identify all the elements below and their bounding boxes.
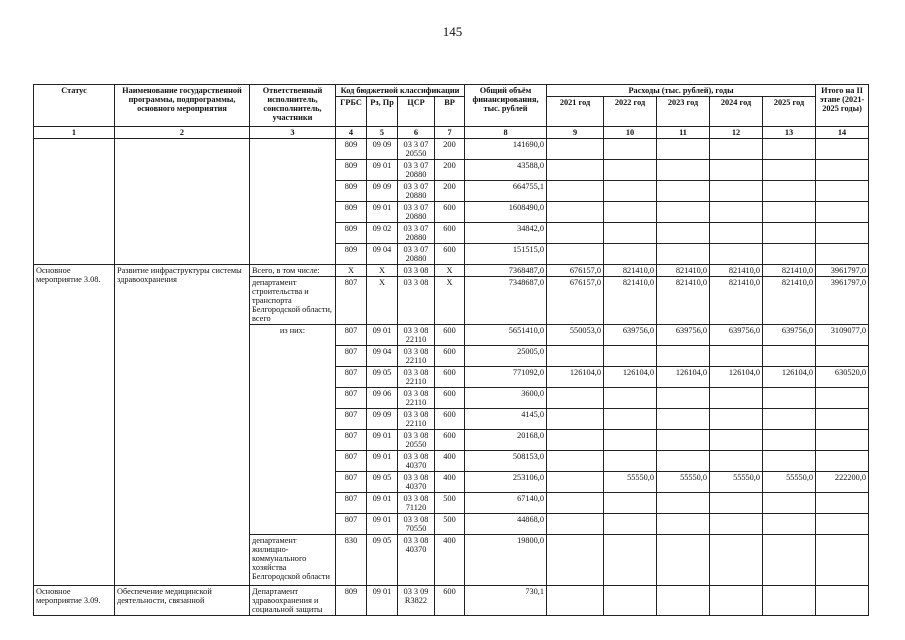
stage-total-cell: 3109077,0: [816, 325, 869, 346]
status-cell: [34, 139, 115, 265]
year-2023-cell: [657, 409, 710, 430]
csr-cell: 03 3 08 22110: [398, 409, 435, 430]
responsible-cell: [250, 139, 336, 265]
year-2022-cell: 55550,0: [604, 472, 657, 493]
stage-total-cell: [816, 514, 869, 535]
year-2021-cell: 550053,0: [547, 325, 604, 346]
rzpr-cell: 09 01: [367, 514, 398, 535]
rzpr-cell: 09 05: [367, 367, 398, 388]
vr-cell: 600: [435, 325, 465, 346]
year-2025-cell: [763, 388, 816, 409]
vr-cell: 500: [435, 493, 465, 514]
responsible-cell: из них:: [250, 325, 336, 535]
stage-total-cell: [816, 409, 869, 430]
column-number: 3: [250, 127, 336, 139]
total-volume-cell: 67140,0: [465, 493, 547, 514]
stage-total-cell: [816, 346, 869, 367]
year-2025-cell: [763, 586, 816, 616]
year-2024-cell: [710, 430, 763, 451]
csr-cell: 03 3 08 22110: [398, 388, 435, 409]
year-2025-cell: [763, 430, 816, 451]
header-responsible: Ответственный исполнитель, соисполнитель, участники: [250, 85, 336, 127]
total-volume-cell: 20168,0: [465, 430, 547, 451]
grbs-cell: 807: [336, 409, 367, 430]
header-2023: 2023 год: [657, 97, 710, 127]
year-2021-cell: [547, 244, 604, 265]
table-row: [34, 139, 869, 160]
total-volume-cell: 730,1: [465, 586, 547, 616]
grbs-cell: 809: [336, 160, 367, 181]
vr-cell: 600: [435, 346, 465, 367]
rzpr-cell: 09 05: [367, 535, 398, 586]
total-volume-cell: 771092,0: [465, 367, 547, 388]
year-2024-cell: 639756,0: [710, 325, 763, 346]
year-2022-cell: 126104,0: [604, 367, 657, 388]
column-number: 5: [367, 127, 398, 139]
rzpr-cell: 09 09: [367, 409, 398, 430]
year-2022-cell: [604, 535, 657, 586]
stage-total-cell: [816, 223, 869, 244]
header-status: Статус: [34, 85, 115, 127]
stage-total-cell: [816, 451, 869, 472]
year-2025-cell: [763, 181, 816, 202]
rzpr-cell: 09 09: [367, 181, 398, 202]
header-2024: 2024 год: [710, 97, 763, 127]
year-2023-cell: 55550,0: [657, 472, 710, 493]
rzpr-cell: 09 01: [367, 160, 398, 181]
stage-total-cell: [816, 493, 869, 514]
year-2021-cell: [547, 202, 604, 223]
year-2022-cell: [604, 202, 657, 223]
header-2021: 2021 год: [547, 97, 604, 127]
grbs-cell: 807: [336, 325, 367, 346]
year-2022-cell: 821410,0: [604, 265, 657, 277]
year-2022-cell: [604, 223, 657, 244]
year-2023-cell: [657, 451, 710, 472]
column-number: 10: [604, 127, 657, 139]
year-2025-cell: [763, 535, 816, 586]
year-2022-cell: [604, 493, 657, 514]
csr-cell: 03 3 07 20880: [398, 181, 435, 202]
rzpr-cell: 09 01: [367, 430, 398, 451]
vr-cell: 400: [435, 535, 465, 586]
vr-cell: 600: [435, 223, 465, 244]
year-2022-cell: [604, 586, 657, 616]
year-2021-cell: [547, 430, 604, 451]
header-stage-total: Итого на II этапе (2021-2025 годы): [816, 85, 869, 127]
grbs-cell: 830: [336, 535, 367, 586]
table-body: [34, 139, 869, 616]
csr-cell: 03 3 08 40370: [398, 472, 435, 493]
csr-cell: 03 3 08 22110: [398, 346, 435, 367]
stage-total-cell: [816, 244, 869, 265]
csr-cell: 03 3 07 20880: [398, 202, 435, 223]
stage-total-cell: [816, 388, 869, 409]
stage-total-cell: [816, 139, 869, 160]
year-2022-cell: [604, 181, 657, 202]
stage-total-cell: 3961797,0: [816, 265, 869, 277]
year-2025-cell: [763, 160, 816, 181]
table-row: [34, 586, 869, 616]
grbs-cell: 807: [336, 367, 367, 388]
grbs-cell: 809: [336, 586, 367, 616]
rzpr-cell: 09 04: [367, 244, 398, 265]
year-2024-cell: [710, 493, 763, 514]
column-number: 11: [657, 127, 710, 139]
column-number: 8: [465, 127, 547, 139]
column-number: 4: [336, 127, 367, 139]
year-2022-cell: [604, 514, 657, 535]
total-volume-cell: 4145,0: [465, 409, 547, 430]
vr-cell: 400: [435, 472, 465, 493]
total-volume-cell: 43588,0: [465, 160, 547, 181]
year-2025-cell: [763, 244, 816, 265]
stage-total-cell: [816, 202, 869, 223]
year-2022-cell: [604, 388, 657, 409]
year-2025-cell: [763, 223, 816, 244]
vr-cell: 400: [435, 451, 465, 472]
vr-cell: 600: [435, 430, 465, 451]
stage-total-cell: 222200,0: [816, 472, 869, 493]
grbs-cell: 807: [336, 346, 367, 367]
year-2021-cell: [547, 409, 604, 430]
rzpr-cell: 09 01: [367, 586, 398, 616]
csr-cell: 03 3 07 20550: [398, 139, 435, 160]
year-2025-cell: [763, 493, 816, 514]
year-2021-cell: 676157,0: [547, 265, 604, 277]
vr-cell: 600: [435, 202, 465, 223]
vr-cell: Х: [435, 265, 465, 277]
responsible-cell: Департамент здравоохранения и социальной защиты: [250, 586, 336, 616]
year-2023-cell: 126104,0: [657, 367, 710, 388]
year-2024-cell: [710, 388, 763, 409]
year-2022-cell: [604, 451, 657, 472]
csr-cell: 03 3 08: [398, 277, 435, 325]
year-2023-cell: [657, 181, 710, 202]
csr-cell: 03 3 08 40370: [398, 535, 435, 586]
column-number: 14: [816, 127, 869, 139]
year-2024-cell: 126104,0: [710, 367, 763, 388]
total-volume-cell: 25005,0: [465, 346, 547, 367]
csr-cell: 03 3 08 22110: [398, 325, 435, 346]
year-2025-cell: [763, 451, 816, 472]
rzpr-cell: 09 01: [367, 325, 398, 346]
year-2023-cell: [657, 223, 710, 244]
rzpr-cell: 09 04: [367, 346, 398, 367]
page-number: 145: [442, 24, 463, 39]
year-2021-cell: [547, 535, 604, 586]
grbs-cell: 807: [336, 514, 367, 535]
vr-cell: 600: [435, 367, 465, 388]
header-budget-code: Код бюджетной классификации: [336, 85, 465, 97]
grbs-cell: 807: [336, 388, 367, 409]
year-2024-cell: [710, 514, 763, 535]
year-2022-cell: 821410,0: [604, 277, 657, 325]
year-2023-cell: [657, 139, 710, 160]
status-cell: Основное мероприятие 3.08.: [34, 265, 115, 586]
year-2021-cell: [547, 493, 604, 514]
vr-cell: 200: [435, 139, 465, 160]
rzpr-cell: 09 05: [367, 472, 398, 493]
stage-total-cell: [816, 430, 869, 451]
year-2025-cell: 821410,0: [763, 277, 816, 325]
column-number: 2: [115, 127, 250, 139]
year-2021-cell: [547, 160, 604, 181]
year-2023-cell: [657, 586, 710, 616]
budget-table: [33, 84, 869, 616]
csr-cell: 03 3 08 70550: [398, 514, 435, 535]
rzpr-cell: 09 01: [367, 451, 398, 472]
total-volume-cell: 253106,0: [465, 472, 547, 493]
year-2024-cell: [710, 160, 763, 181]
year-2021-cell: [547, 451, 604, 472]
csr-cell: 03 3 08 20550: [398, 430, 435, 451]
grbs-cell: 809: [336, 139, 367, 160]
year-2021-cell: 126104,0: [547, 367, 604, 388]
grbs-cell: 809: [336, 181, 367, 202]
csr-cell: 03 3 09 R3822: [398, 586, 435, 616]
year-2025-cell: [763, 139, 816, 160]
program-name-cell: Развитие инфраструктуры системы здравоохранения: [115, 265, 250, 586]
rzpr-cell: Х: [367, 277, 398, 325]
year-2023-cell: [657, 346, 710, 367]
rzpr-cell: Х: [367, 265, 398, 277]
year-2023-cell: [657, 202, 710, 223]
grbs-cell: 807: [336, 472, 367, 493]
grbs-cell: 809: [336, 223, 367, 244]
column-number: 1: [34, 127, 115, 139]
year-2024-cell: 821410,0: [710, 265, 763, 277]
year-2024-cell: [710, 244, 763, 265]
grbs-cell: 809: [336, 244, 367, 265]
stage-total-cell: [816, 535, 869, 586]
responsible-cell: Всего, в том числе:: [250, 265, 336, 277]
year-2025-cell: 55550,0: [763, 472, 816, 493]
header-total-volume: Общий объём финансирования, тыс. рублей: [465, 85, 547, 127]
year-2022-cell: 639756,0: [604, 325, 657, 346]
total-volume-cell: 3600,0: [465, 388, 547, 409]
column-number: 12: [710, 127, 763, 139]
column-number: 13: [763, 127, 816, 139]
total-volume-cell: 34842,0: [465, 223, 547, 244]
header-rzpr: Рз, Пр: [367, 97, 398, 127]
year-2024-cell: [710, 409, 763, 430]
year-2022-cell: [604, 430, 657, 451]
total-volume-cell: 1608490,0: [465, 202, 547, 223]
year-2025-cell: [763, 346, 816, 367]
total-volume-cell: 44868,0: [465, 514, 547, 535]
csr-cell: 03 3 08 40370: [398, 451, 435, 472]
header-2022: 2022 год: [604, 97, 657, 127]
year-2022-cell: [604, 160, 657, 181]
column-number: 7: [435, 127, 465, 139]
total-volume-cell: 7368487,0: [465, 265, 547, 277]
year-2024-cell: [710, 223, 763, 244]
year-2021-cell: [547, 181, 604, 202]
year-2023-cell: [657, 493, 710, 514]
responsible-cell: департамент жилищно-коммунального хозяйства Белгородской области: [250, 535, 336, 586]
csr-cell: 03 3 08 71120: [398, 493, 435, 514]
rzpr-cell: 09 01: [367, 493, 398, 514]
stage-total-cell: [816, 181, 869, 202]
year-2021-cell: [547, 472, 604, 493]
grbs-cell: 807: [336, 451, 367, 472]
stage-total-cell: [816, 586, 869, 616]
year-2023-cell: [657, 388, 710, 409]
rzpr-cell: 09 06: [367, 388, 398, 409]
csr-cell: 03 3 07 20880: [398, 160, 435, 181]
header-csr: ЦСР: [398, 97, 435, 127]
vr-cell: 200: [435, 181, 465, 202]
year-2023-cell: 821410,0: [657, 277, 710, 325]
vr-cell: Х: [435, 277, 465, 325]
year-2023-cell: [657, 244, 710, 265]
year-2024-cell: 821410,0: [710, 277, 763, 325]
year-2025-cell: [763, 514, 816, 535]
header-2025: 2025 год: [763, 97, 816, 127]
total-volume-cell: 141690,0: [465, 139, 547, 160]
responsible-cell: департамент строительства и транспорта Белгородской области, всего: [250, 277, 336, 325]
vr-cell: 600: [435, 586, 465, 616]
year-2024-cell: [710, 346, 763, 367]
rzpr-cell: 09 01: [367, 202, 398, 223]
program-name-cell: [115, 139, 250, 265]
csr-cell: 03 3 08 22110: [398, 367, 435, 388]
total-volume-cell: 508153,0: [465, 451, 547, 472]
year-2025-cell: 639756,0: [763, 325, 816, 346]
vr-cell: 600: [435, 409, 465, 430]
year-2022-cell: [604, 409, 657, 430]
header-name: Наименование государственной программы, подпрограммы, основного мероприятия: [115, 85, 250, 127]
grbs-cell: 807: [336, 430, 367, 451]
year-2025-cell: 126104,0: [763, 367, 816, 388]
year-2021-cell: [547, 139, 604, 160]
year-2023-cell: 821410,0: [657, 265, 710, 277]
grbs-cell: 807: [336, 277, 367, 325]
year-2022-cell: [604, 244, 657, 265]
year-2023-cell: 639756,0: [657, 325, 710, 346]
year-2022-cell: [604, 346, 657, 367]
rzpr-cell: 09 09: [367, 139, 398, 160]
year-2024-cell: [710, 139, 763, 160]
year-2025-cell: [763, 409, 816, 430]
year-2023-cell: [657, 514, 710, 535]
vr-cell: 200: [435, 160, 465, 181]
year-2024-cell: [710, 586, 763, 616]
year-2021-cell: [547, 514, 604, 535]
year-2024-cell: [710, 535, 763, 586]
vr-cell: 600: [435, 388, 465, 409]
total-volume-cell: 151515,0: [465, 244, 547, 265]
year-2021-cell: 676157,0: [547, 277, 604, 325]
total-volume-cell: 664755,1: [465, 181, 547, 202]
header-grbs: ГРБС: [336, 97, 367, 127]
year-2024-cell: [710, 181, 763, 202]
header-vr: ВР: [435, 97, 465, 127]
status-cell: Основное мероприятие 3.09.: [34, 586, 115, 616]
csr-cell: 03 3 07 20880: [398, 223, 435, 244]
total-volume-cell: 19800,0: [465, 535, 547, 586]
column-number: 6: [398, 127, 435, 139]
table-row: [34, 265, 869, 277]
column-number: 9: [547, 127, 604, 139]
year-2022-cell: [604, 139, 657, 160]
year-2021-cell: [547, 346, 604, 367]
year-2023-cell: [657, 535, 710, 586]
year-2024-cell: 55550,0: [710, 472, 763, 493]
total-volume-cell: 5651410,0: [465, 325, 547, 346]
total-volume-cell: 7348687,0: [465, 277, 547, 325]
year-2023-cell: [657, 160, 710, 181]
csr-cell: 03 3 08: [398, 265, 435, 277]
vr-cell: 600: [435, 244, 465, 265]
stage-total-cell: 630520,0: [816, 367, 869, 388]
program-name-cell: Обеспечение медицинской деятельности, связанной: [115, 586, 250, 616]
year-2025-cell: [763, 202, 816, 223]
stage-total-cell: [816, 160, 869, 181]
column-number-row: [34, 127, 869, 139]
year-2024-cell: [710, 451, 763, 472]
grbs-cell: 809: [336, 202, 367, 223]
grbs-cell: 807: [336, 493, 367, 514]
year-2024-cell: [710, 202, 763, 223]
year-2025-cell: 821410,0: [763, 265, 816, 277]
grbs-cell: Х: [336, 265, 367, 277]
year-2023-cell: [657, 430, 710, 451]
year-2021-cell: [547, 223, 604, 244]
year-2021-cell: [547, 388, 604, 409]
csr-cell: 03 3 07 20880: [398, 244, 435, 265]
vr-cell: 500: [435, 514, 465, 535]
rzpr-cell: 09 02: [367, 223, 398, 244]
stage-total-cell: 3961797,0: [816, 277, 869, 325]
header-expenses: Расходы (тыс. рублей), годы: [547, 85, 816, 97]
year-2021-cell: [547, 586, 604, 616]
